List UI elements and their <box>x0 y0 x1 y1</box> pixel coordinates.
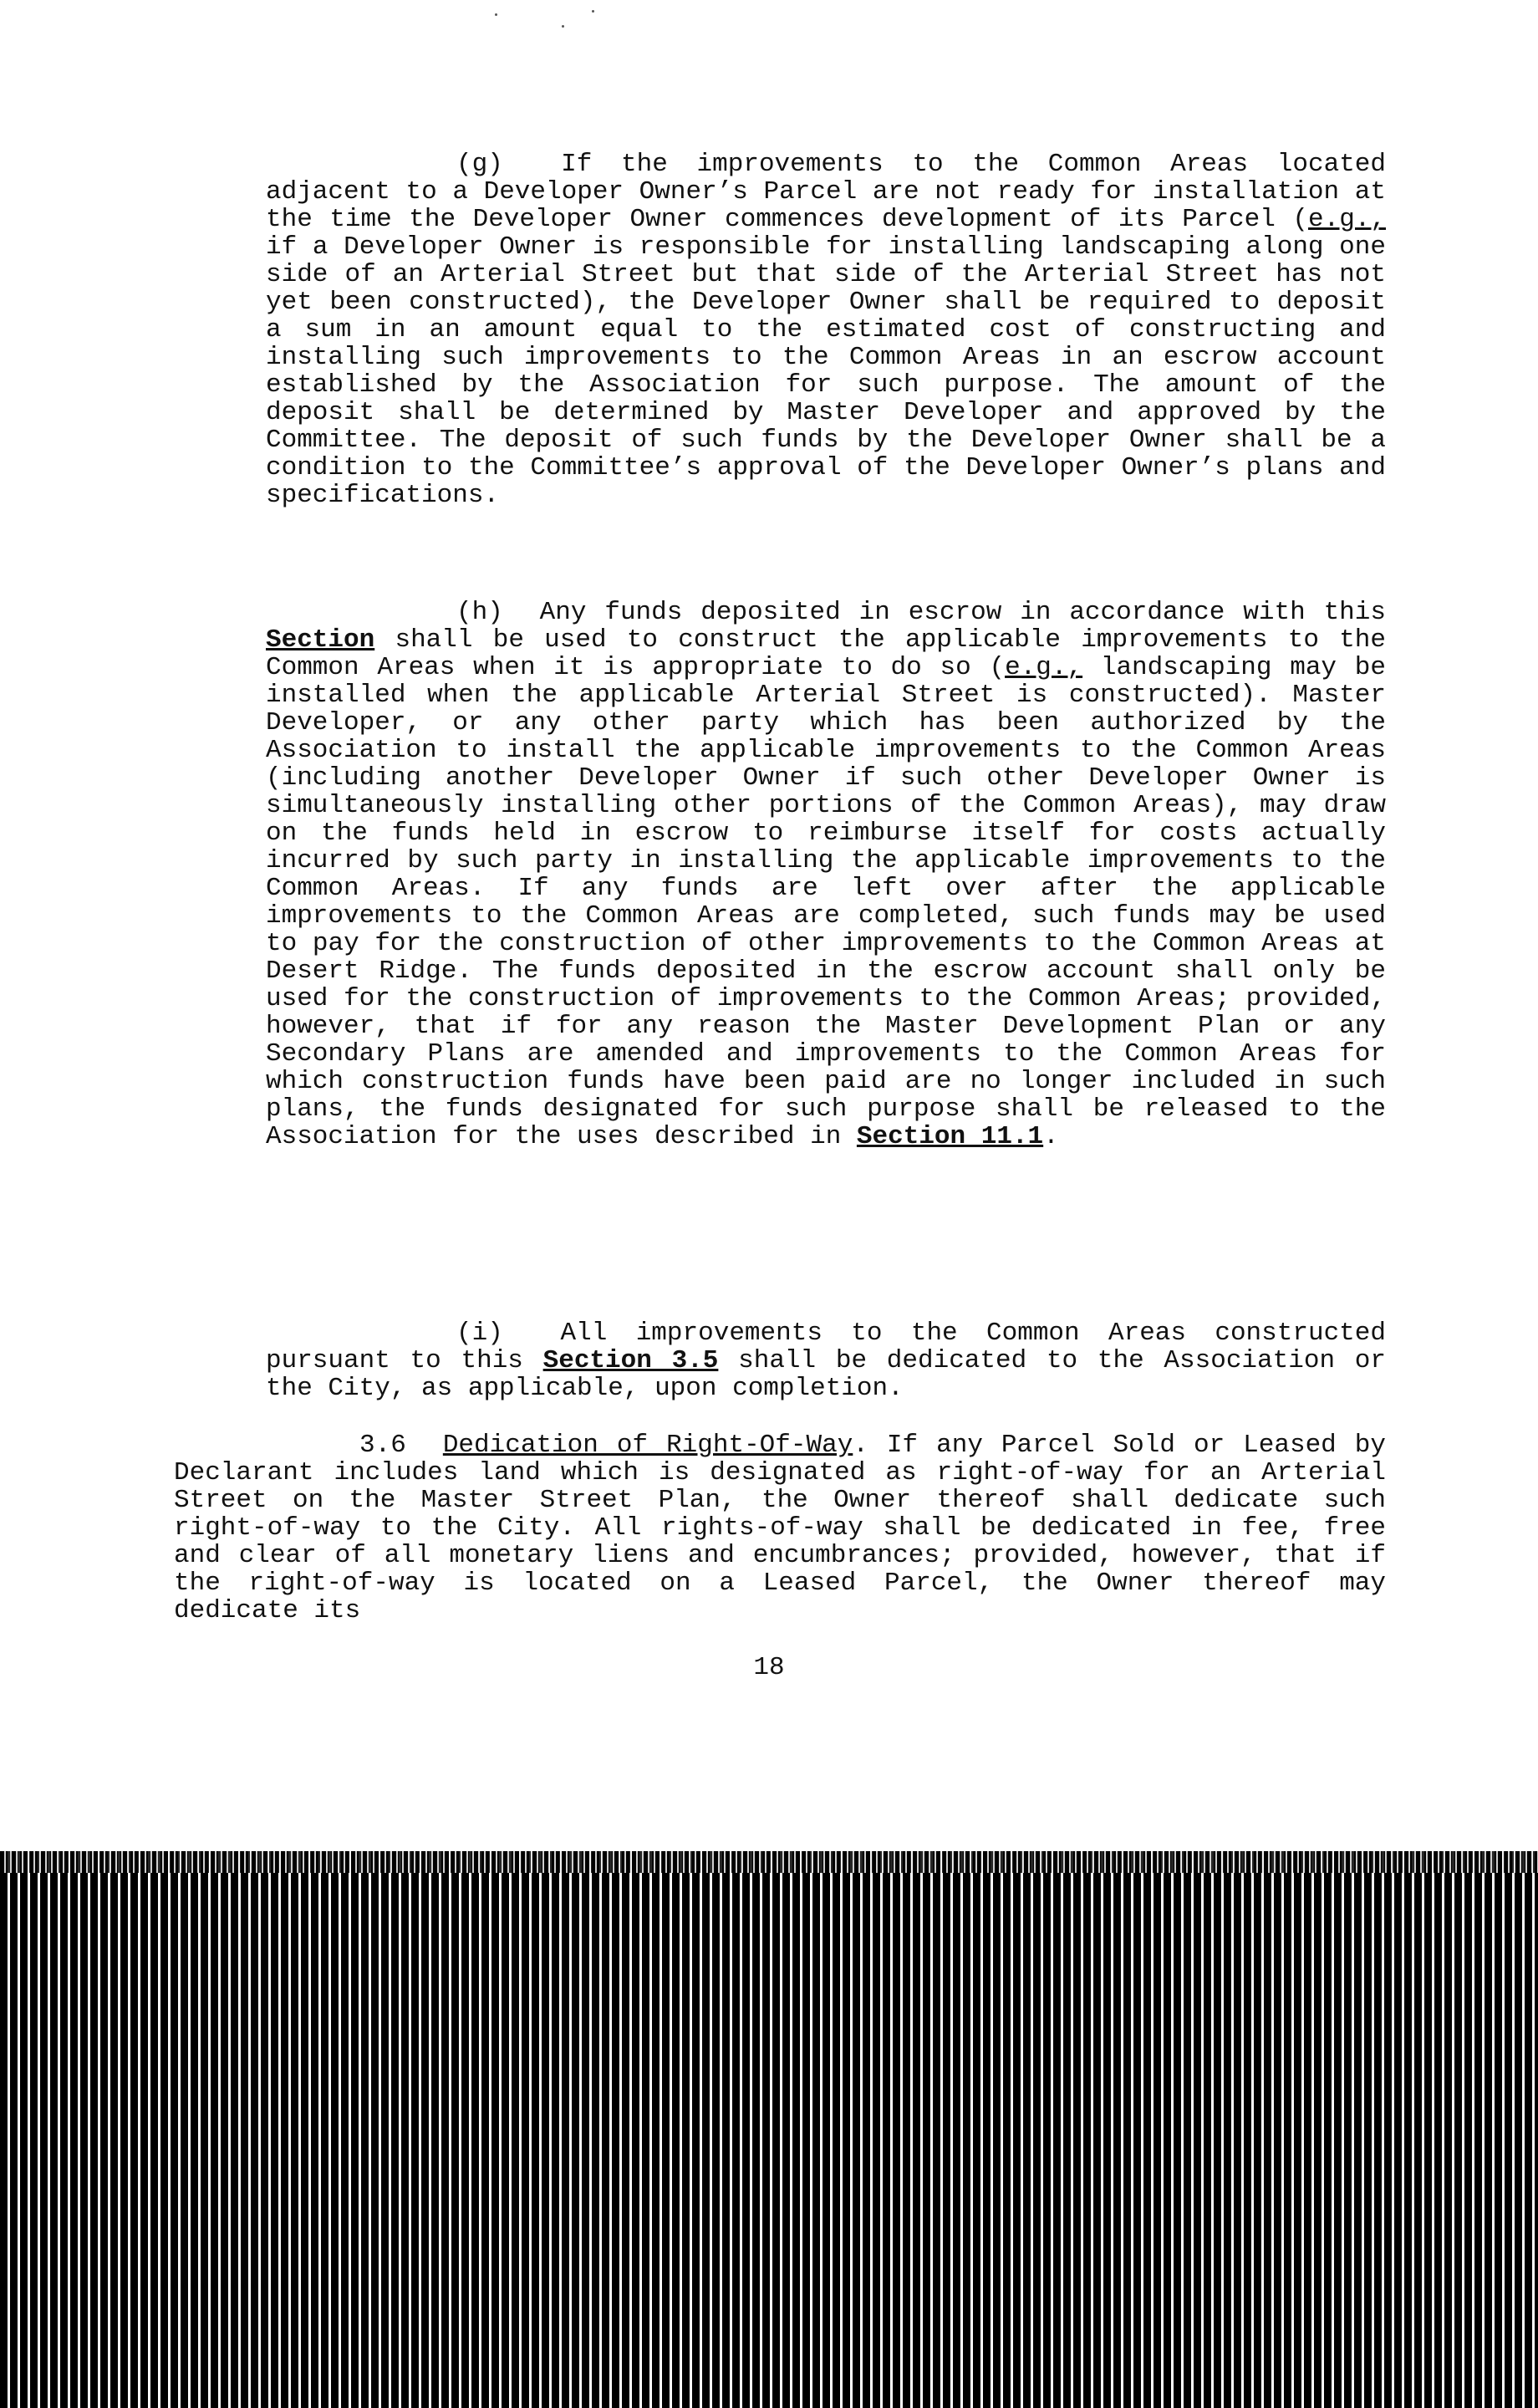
section-3-5-reference: Section 3.5 <box>542 1346 719 1375</box>
page-number: 18 <box>753 1653 785 1682</box>
scan-artifact-band <box>0 1851 1538 2408</box>
paragraph-h-text-1: Any funds deposited in escrow in accordance with this <box>539 598 1386 627</box>
paragraph-i <box>266 1319 1386 1402</box>
section-3-6-text: . If any Parcel Sold or Leased by Declarant includes land which is designated as right-of-way for an Arterial Street on the Master Street Plan, the Owner thereof shall dedicate such right-of-way to the City. All rights-of-way shall be dedicated in fee, free and clear of all monetary liens and encumbrances; provided, however, that if the right-of-way is located on a Leased Parcel, the Owner thereof may dedicate its <box>174 1431 1386 1625</box>
paragraph-i-text-1: All improvements to the Common Areas constructed pursuant to this <box>266 1319 1386 1375</box>
paragraph-g-text-1: If the improvements to the Common Areas located adjacent to a Developer Owner’s Parcel are not ready for installation at the time the Developer Owner commences development of its Parcel ( <box>266 150 1387 234</box>
paragraph-h-text-4: . <box>1043 1122 1059 1151</box>
scan-speck <box>562 25 564 28</box>
scan-artifact-band-edge <box>0 1851 1538 1873</box>
section-3-6-heading: Dedication of Right-Of-Way <box>442 1431 853 1460</box>
paragraph-h-marker: (h) <box>456 598 503 627</box>
scan-speck <box>592 10 594 13</box>
section-reference: Section <box>266 625 375 655</box>
paragraph-h-eg: e.g., <box>1005 653 1083 682</box>
section-3-6 <box>174 1431 1386 1625</box>
scan-speck <box>495 13 497 16</box>
paragraph-h-text-2: shall be used to construct the applicable improvements to the Common Areas when it is appropriate to do so ( <box>266 625 1386 682</box>
section-11-1-reference: Section 11.1 <box>856 1122 1044 1151</box>
paragraph-h-text-3: landscaping may be installed when the applicable Arterial Street is constructed). Master Developer, or any other party which has been authorized by the Association to install the applicable improvements to the Common Areas (including another Developer Owner if such other Developer Owner is simultaneously installing other portions of the Common Areas), may draw on the funds held in escrow to reimburse itself for costs actually incurred by such party in installing the applicable improvements to the Common Areas. If any funds are left over after the applicable improvements to the Common Areas are completed, such funds may be used to pay for the construction of other improvements to the Common Areas at Desert Ridge. The funds deposited in the escrow account shall only be used for the construction of improvements to the Common Areas; provided, however, that if for any reason the Master Development Plan or any Secondary Plans are amended and improvements to the Common Areas for which construction funds have been paid are no longer included in such plans, the funds designated for such purpose shall be released to the Association for the uses described in <box>266 653 1386 1151</box>
paragraph-g-text-2: if a Developer Owner is responsible for installing landscaping along one side of an Arterial Street but that side of the Arterial Street has not yet been constructed), the Developer Owner shall be required to deposit a sum in an amount equal to the estimated cost of constructing and installing such improvements to the Common Areas in an escrow account established by the Association for such purpose. The amount of the deposit shall be determined by Master Developer and approved by the Committee. The deposit of such funds by the Developer Owner shall be a condition to the Committee’s approval of the Developer Owner’s plans and specifications. <box>266 232 1386 510</box>
paragraph-g <box>266 150 1386 509</box>
paragraph-g-eg: e.g., <box>1307 205 1386 234</box>
paragraph-h <box>266 599 1386 1150</box>
section-3-6-marker: 3.6 <box>359 1431 406 1460</box>
paragraph-i-text-2: shall be dedicated to the Association or the City, as applicable, upon completion. <box>266 1346 1386 1403</box>
paragraph-i-marker: (i) <box>456 1319 503 1348</box>
paragraph-g-marker: (g) <box>456 150 503 179</box>
